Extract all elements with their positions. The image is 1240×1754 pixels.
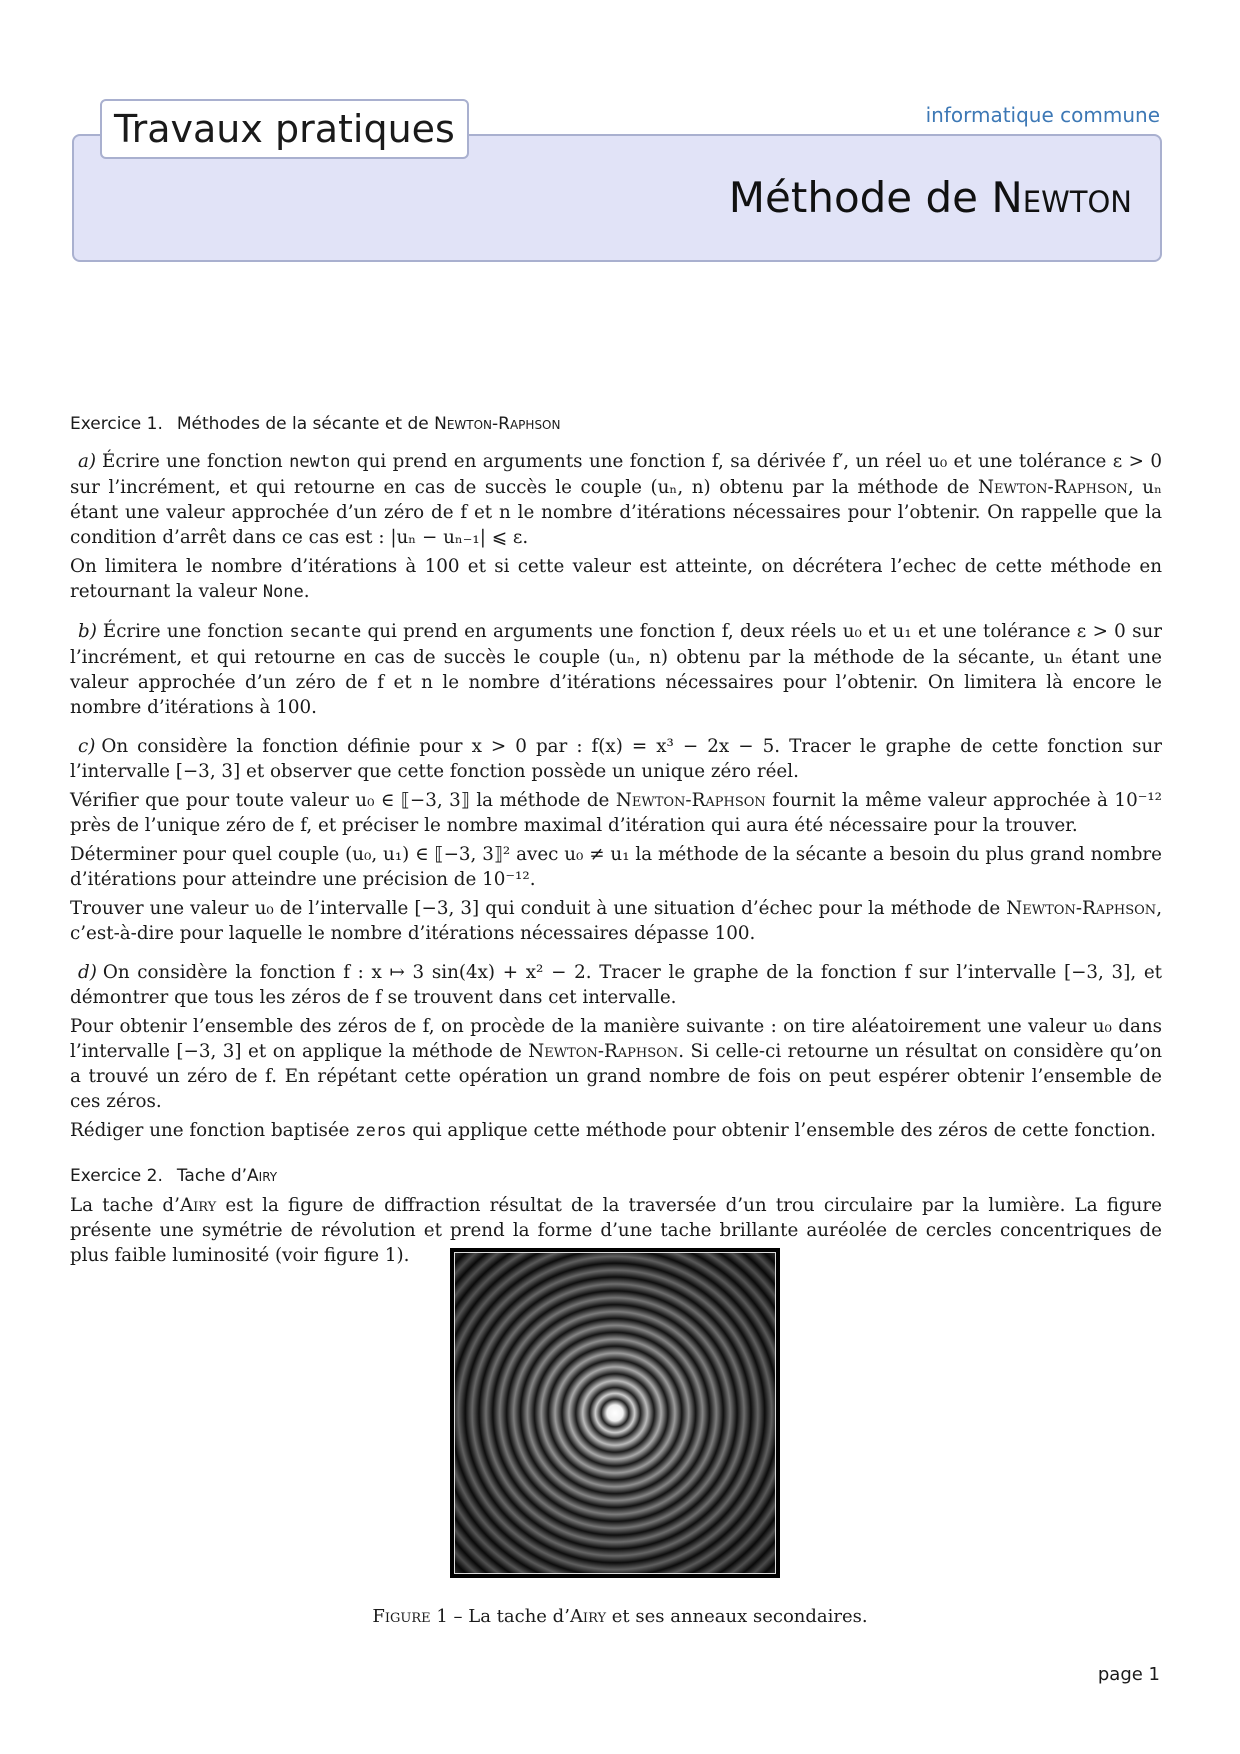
exercise-2-text-2: est la figure de diffraction résultat de la traversée d’un trou circulaire par la lumière. La figure présente une symétrie de révolution et prend la forme d’une tache brillante auréolée de cercles concentriques de plus faible luminosité (voir figure 1). <box>70 1195 1162 1266</box>
question-c-failure <box>70 896 1162 946</box>
figure-label: Figure <box>372 1606 431 1627</box>
question-d-method <box>70 1014 1162 1114</box>
main-content <box>70 412 1162 1272</box>
figure-name: Airy <box>569 1606 607 1627</box>
question-a <box>70 449 1162 550</box>
question-a-text-1: Écrire une fonction <box>102 451 290 472</box>
page-number: page 1 <box>1097 1664 1160 1685</box>
question-c-letter: c) <box>78 736 96 757</box>
question-c-verify <box>70 788 1162 838</box>
question-d <box>70 960 1162 1010</box>
page-title <box>729 173 1132 222</box>
header-tab: Travaux pratiques <box>100 99 469 159</box>
code-secante: secante <box>289 622 362 642</box>
airy-disk-svg <box>455 1253 775 1573</box>
question-c-text-5: , c’est-à-dire pour laquelle le nombre d’itérations nécessaires dépasse 100. <box>70 898 1162 944</box>
question-b-letter: b) <box>78 621 97 642</box>
airy-disk-pattern <box>455 1253 775 1573</box>
question-a-letter: a) <box>78 451 97 472</box>
title-name: Newton <box>991 173 1132 222</box>
question-c-text-2: Vérifier que pour toute valeur u₀ ∈ ⟦−3, 3⟧ la méthode de <box>70 790 616 811</box>
exercise-1-title-name: Newton-Raphson <box>434 414 561 434</box>
question-d-name: Newton-Raphson <box>528 1041 679 1062</box>
question-a-note-end: . <box>303 581 310 602</box>
figure-caption <box>0 1606 1240 1627</box>
course-label: informatique commune <box>925 103 1160 127</box>
question-a-note-text: On limitera le nombre d’itérations à 100 et si cette valeur est atteinte, on décrétera l’echec de cette méthode en retournant la valeur <box>70 556 1162 602</box>
question-d-letter: d) <box>78 962 97 983</box>
question-b-text-1: Écrire une fonction <box>102 621 290 642</box>
question-b-text-2: qui prend en arguments une fonction f, deux réels u₀ et u₁ et une tolérance ε > 0 sur l’incrément, et qui retourne en cas de succès le couple (uₙ, n) obtenu par la méthode de la sécante, uₙ étant une valeur approchée d’un zéro de f et n le nombre d’itérations nécessaires pour l’obtenir. On limitera là encore le nombre d’itérations à 100. <box>70 621 1162 718</box>
exercise-1-label: Exercice 1. <box>70 414 163 434</box>
question-c-name-2: Newton-Raphson <box>1006 898 1157 919</box>
exercise-2-label: Exercice 2. <box>70 1166 163 1186</box>
airy-disk-figure <box>450 1248 780 1578</box>
question-b <box>70 619 1162 720</box>
exercise-2-title: Tache d’ <box>176 1166 248 1186</box>
exercise-2-text-1: La tache d’ <box>70 1195 180 1216</box>
figure-text-1: La tache d’ <box>468 1606 570 1627</box>
question-d-task <box>70 1118 1162 1144</box>
question-c-text-3: fournit la même valeur approchée à 10⁻¹² près de l’unique zéro de f, et préciser le nombre maximal d’itération qui aura été nécessaire pour la trouver. <box>70 790 1163 836</box>
question-a-note <box>70 554 1162 605</box>
question-c <box>70 734 1162 784</box>
code-none: None <box>262 582 304 602</box>
exercise-2-heading <box>70 1164 1162 1189</box>
question-c-text-1: On considère la fonction définie pour x > 0 par : f(x) = x³ − 2x − 5. Tracer le graphe de cette fonction sur l’intervalle [−3, 3] et observer que cette fonction possède un unique zéro réel. <box>70 736 1162 782</box>
question-c-name-1: Newton-Raphson <box>615 790 766 811</box>
exercise-2-name: Airy <box>179 1195 217 1216</box>
question-d-text-5: qui applique cette méthode pour obtenir l’ensemble des zéros de cette fonction. <box>406 1120 1156 1141</box>
code-zeros: zeros <box>355 1121 407 1141</box>
question-a-name: Newton-Raphson <box>978 477 1128 498</box>
exercise-1-heading <box>70 412 1162 437</box>
question-a-text-2: qui prend en arguments une fonction f, sa dérivée f′, un réel u₀ et une tolérance ε > 0 sur l’incrément, et qui retourne en cas de succès le couple (uₙ, n) obtenu par la méthode de <box>70 451 1162 498</box>
question-d-text-2: Pour obtenir l’ensemble des zéros de f, on procède de la manière suivante : on tire aléatoirement une valeur u₀ dans l’intervalle [−3, 3] et on applique la méthode de <box>70 1016 1162 1062</box>
exercise-2-title-name: Airy <box>247 1166 278 1186</box>
question-d-text-4: Rédiger une fonction baptisée <box>70 1120 356 1141</box>
figure-number: 1 <box>436 1606 448 1627</box>
code-newton: newton <box>289 452 351 472</box>
figure-text-2: et ses anneaux secondaires. <box>606 1606 868 1627</box>
exercise-1-title: Méthodes de la sécante et de <box>176 414 435 434</box>
title-prefix: Méthode de <box>728 173 992 222</box>
figure-sep: – <box>447 1606 469 1627</box>
question-d-text-3: . Si celle-ci retourne un résultat on considère qu’on a trouvé un zéro de f. En répétant cette opération un grand nombre de fois on peut espérer obtenir l’ensemble de ces zéros. <box>70 1041 1162 1112</box>
question-c-secant: Déterminer pour quel couple (u₀, u₁) ∈ ⟦−3, 3⟧² avec u₀ ≠ u₁ la méthode de la sécante a besoin du plus grand nombre d’itérations pour atteindre une précision de 10⁻¹². <box>70 844 1162 890</box>
question-a-text-3: , uₙ étant une valeur approchée d’un zéro de f et n le nombre d’itérations nécessaires pour l’obtenir. On rappelle que la condition d’arrêt dans ce cas est : |uₙ − uₙ₋₁| ⩽ ε. <box>70 477 1162 548</box>
airy-disk-image <box>454 1252 776 1574</box>
question-c-text-4: Trouver une valeur u₀ de l’intervalle [−3, 3] qui conduit à une situation d’échec pour la méthode de <box>70 898 1007 919</box>
question-d-text-1: On considère la fonction f : x ↦ 3 sin(4x) + x² − 2. Tracer le graphe de la fonction f sur l’intervalle [−3, 3], et démontrer que tous les zéros de f se trouvent dans cet intervalle. <box>70 962 1162 1008</box>
